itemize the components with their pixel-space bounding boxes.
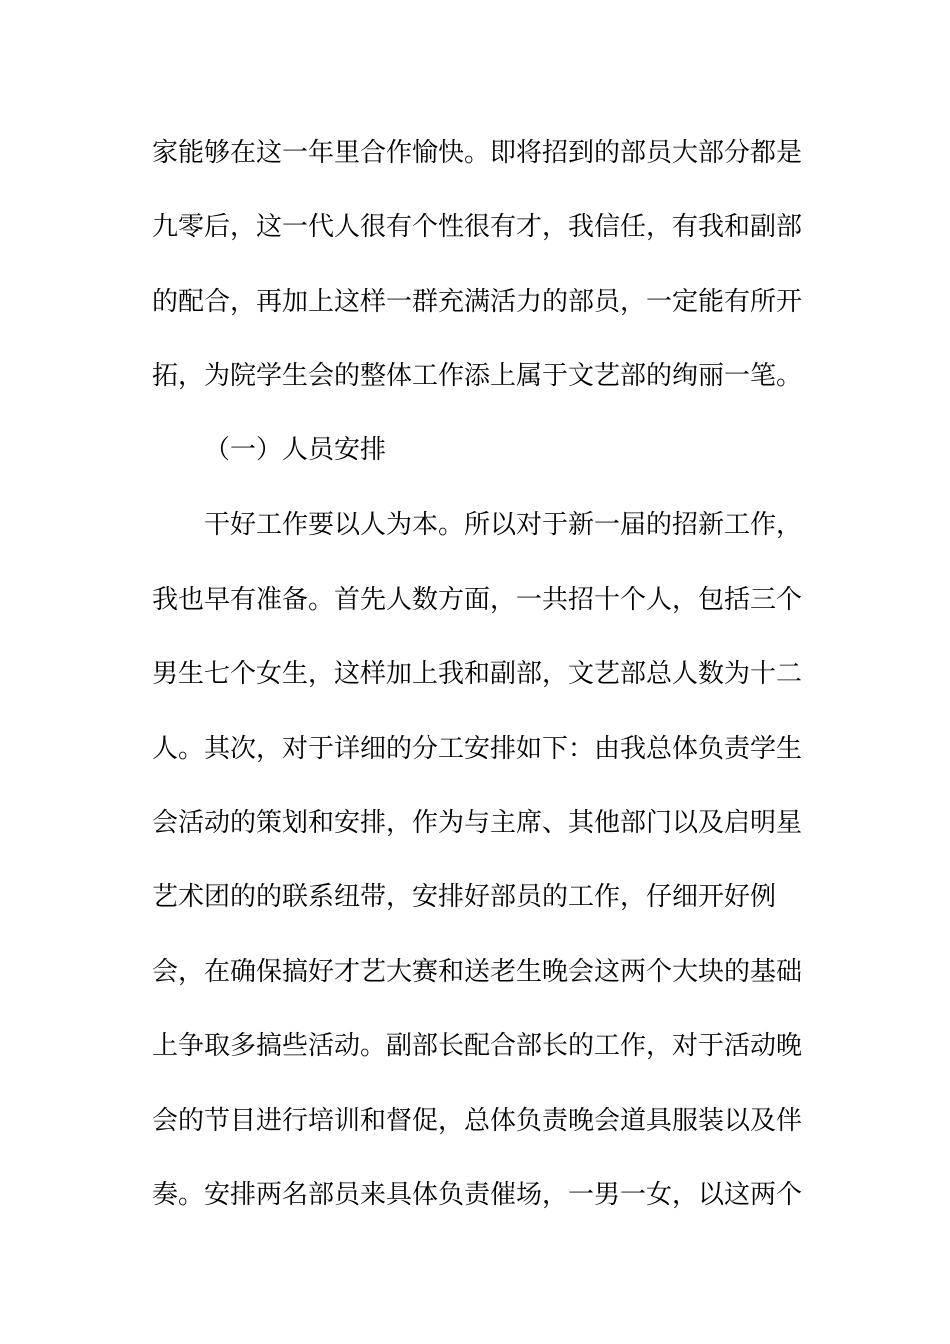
paragraph-line: 男生七个女生，这样加上我和副部，文艺部总人数为十二 <box>152 659 803 689</box>
paragraph-line: 会的节目进行培训和督促，总体负责晚会道具服装以及伴 <box>152 1106 803 1136</box>
paragraph-line: 会，在确保搞好才艺大赛和送老生晚会这两个大块的基础 <box>152 957 803 987</box>
paragraph-line: 的配合，再加上这样一群充满活力的部员，一定能有所开 <box>152 287 803 317</box>
paragraph-line: 会活动的策划和安排，作为与主席、其他部门以及启明星 <box>152 808 803 838</box>
paragraph-line: 拓，为院学生会的整体工作添上属于文艺部的绚丽一笔。 <box>152 361 803 391</box>
paragraph-line: 上争取多搞些活动。副部长配合部长的工作，对于活动晚 <box>152 1031 803 1061</box>
section-heading: （一）人员安排 <box>204 435 387 465</box>
paragraph-line: 家能够在这一年里合作愉快。即将招到的部员大部分都是 <box>152 138 803 168</box>
paragraph-line: 九零后，这一代人很有个性很有才，我信任，有我和副部 <box>152 212 803 242</box>
paragraph-line: 我也早有准备。首先人数方面，一共招十个人，包括三个 <box>152 585 803 615</box>
paragraph-line: 艺术团的的联系纽带，安排好部员的工作，仔细开好例 <box>152 882 777 912</box>
paragraph-line: 奏。安排两名部员来具体负责催场，一男一女，以这两个 <box>152 1180 803 1210</box>
paragraph-line: 干好工作要以人为本。所以对于新一届的招新工作， <box>204 510 803 540</box>
paragraph-line: 人。其次，对于详细的分工安排如下：由我总体负责学生 <box>152 734 803 764</box>
